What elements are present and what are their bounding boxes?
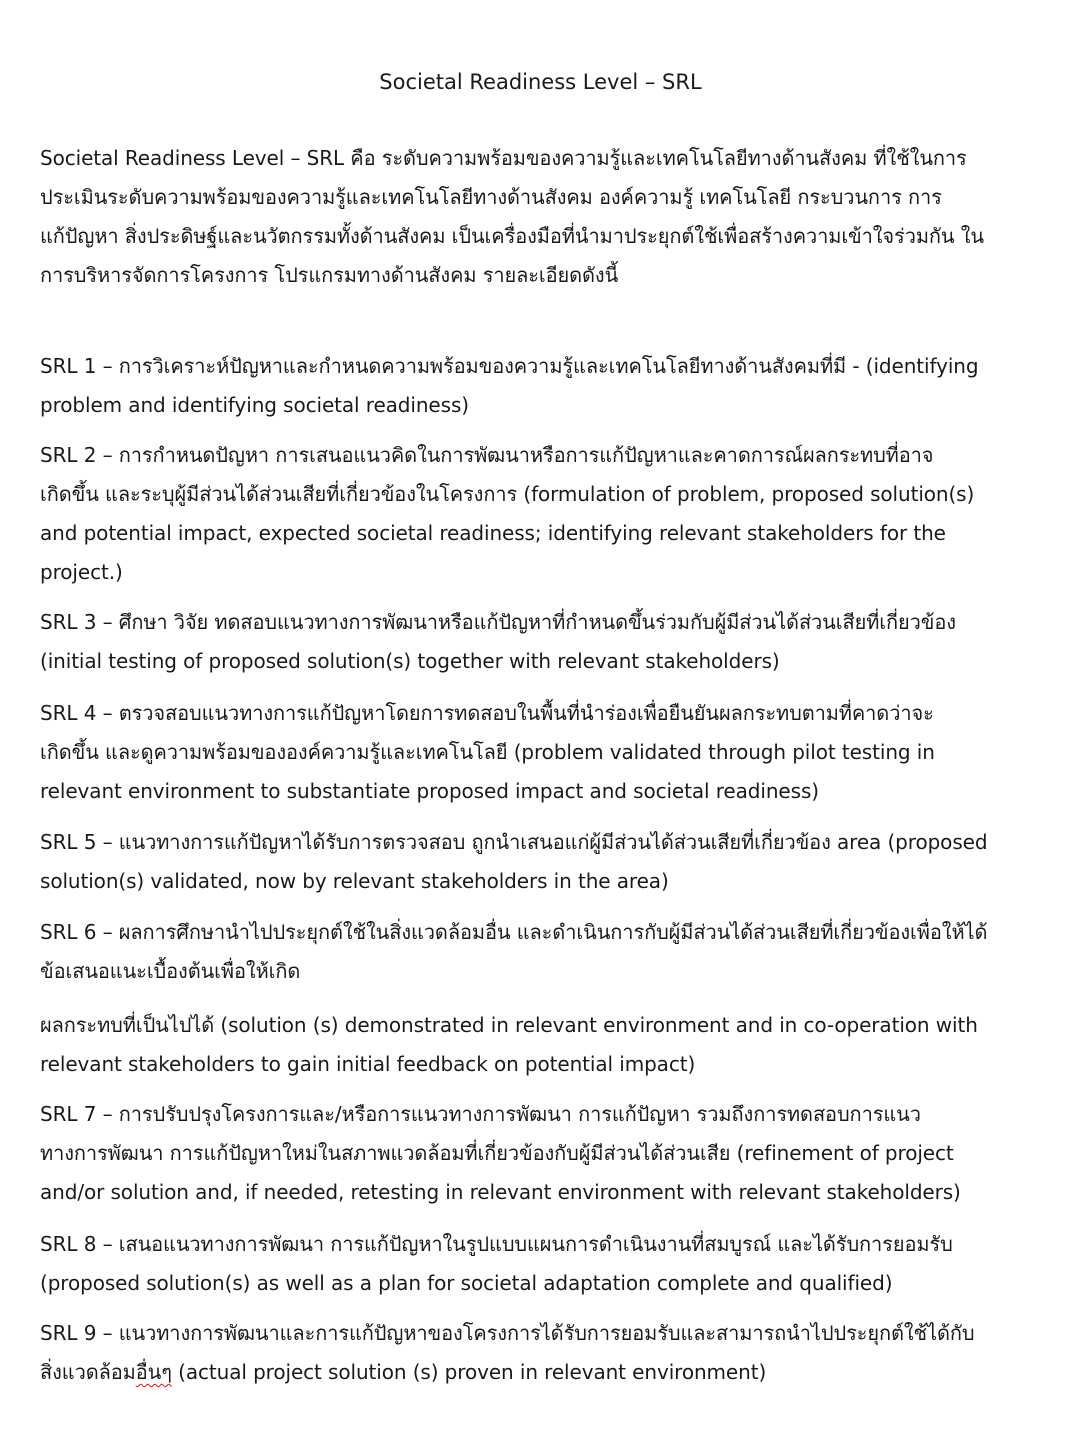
srl-8-line: SRL 8 – เสนอแนวทางการพัฒนา การแก้ปัญหาในรูปแบบแผนการดำเนินงานที่สมบูรณ์ และได้รับการยอมรับ — [40, 1232, 953, 1256]
document-title: Societal Readiness Level – SRL — [379, 70, 702, 94]
srl-7-line: ทางการพัฒนา การแก้ปัญหาใหม่ในสภาพแวดล้อมที่เกี่ยวข้องกับผู้มีส่วนได้ส่วนเสีย (refinement of project — [40, 1141, 954, 1165]
srl-9-paragraph — [40, 1314, 1050, 1392]
srl-3-line: SRL 3 – ศึกษา วิจัย ทดสอบแนวทางการพัฒนาหรือแก้ปัญหาที่กำหนดขึ้นร่วมกับผู้มีส่วนได้ส่วนเสียที่เกี่ยวข้อง — [40, 610, 956, 634]
srl-4-line: relevant environment to substantiate proposed impact and societal readiness) — [40, 779, 819, 803]
srl-6-continuation-line: relevant stakeholders to gain initial feedback on potential impact) — [40, 1052, 696, 1076]
srl-5-line: solution(s) validated, now by relevant stakeholders in the area) — [40, 869, 669, 893]
intro-line: การบริหารจัดการโครงการ โปรแกรมทางด้านสังคม รายละเอียดดังนี้ — [40, 263, 619, 287]
srl-3-line: (initial testing of proposed solution(s) together with relevant stakeholders) — [40, 649, 780, 673]
spellcheck-underlined-word: อื่นๆ — [135, 1360, 172, 1384]
srl-9-last-line-suffix: (actual project solution (s) proven in relevant environment) — [171, 1360, 767, 1384]
srl-1-line: SRL 1 – การวิเคราะห์ปัญหาและกำหนดความพร้อมของความรู้และเทคโนโลยีทางด้านสังคมที่มี - (identifying — [40, 354, 979, 378]
srl-9-last-line-prefix: สิ่งแวดล้อม — [40, 1360, 136, 1384]
srl-5-paragraph — [40, 823, 1050, 901]
srl-6-continuation-paragraph — [40, 1006, 1050, 1084]
srl-5-line: SRL 5 – แนวทางการแก้ปัญหาได้รับการตรวจสอบ ถูกนำเสนอแก่ผู้มีส่วนได้ส่วนเสียที่เกี่ยวข้อง area (proposed — [40, 830, 988, 854]
srl-8-line: (proposed solution(s) as well as a plan for societal adaptation complete and qualified) — [40, 1271, 893, 1295]
srl-2-line: project.) — [40, 560, 123, 584]
srl-1-line: problem and identifying societal readiness) — [40, 393, 469, 417]
srl-7-paragraph — [40, 1095, 1050, 1212]
srl-9-line — [40, 1353, 1050, 1392]
srl-9-line: SRL 9 – แนวทางการพัฒนาและการแก้ปัญหาของโครงการได้รับการยอมรับและสามารถนำไปประยุกต์ใช้ได้กับ — [40, 1321, 975, 1345]
srl-6-line: ข้อเสนอแนะเบื้องต้นเพื่อให้เกิด — [40, 959, 301, 983]
srl-6-paragraph — [40, 913, 1050, 991]
srl-3-paragraph — [40, 603, 1050, 681]
srl-2-line: SRL 2 – การกำหนดปัญหา การเสนอแนวคิดในการพัฒนาหรือการแก้ปัญหาและคาดการณ์ผลกระทบที่อาจ — [40, 443, 934, 467]
srl-7-line: and/or solution and, if needed, retesting in relevant environment with relevant stakeholders) — [40, 1180, 961, 1204]
intro-line: Societal Readiness Level – SRL คือ ระดับความพร้อมของความรู้และเทคโนโลยีทางด้านสังคม ที่ใช้ในการ — [40, 146, 967, 170]
srl-8-paragraph — [40, 1225, 1050, 1303]
intro-paragraph — [40, 139, 1050, 295]
srl-2-line: and potential impact, expected societal readiness; identifying relevant stakeholders for the — [40, 521, 946, 545]
srl-1-paragraph — [40, 347, 1050, 425]
srl-4-line: SRL 4 – ตรวจสอบแนวทางการแก้ปัญหาโดยการทดสอบในพื้นที่นำร่องเพื่อยืนยันผลกระทบตามที่คาดว่าจะ — [40, 701, 934, 725]
srl-4-line: เกิดขึ้น และดูความพร้อมขององค์ความรู้และเทคโนโลยี (problem validated through pilot testing in — [40, 740, 935, 764]
srl-7-line: SRL 7 – การปรับปรุงโครงการและ/หรือการแนวทางการพัฒนา การแก้ปัญหา รวมถึงการทดสอบการแนว — [40, 1102, 921, 1126]
srl-4-paragraph — [40, 694, 1050, 811]
intro-line: แก้ปัญหา สิ่งประดิษฐ์และนวัตกรรมทั้งด้านสังคม เป็นเครื่องมือที่นำมาประยุกต์ใช้เพื่อสร้างความเข้าใจร่วมกัน ใน — [40, 224, 984, 248]
srl-6-line: SRL 6 – ผลการศึกษานำไปประยุกต์ใช้ในสิ่งแวดล้อมอื่น และดำเนินการกับผู้มีส่วนได้ส่วนเสียที่เกี่ยวข้องเพื่อให้ได้ — [40, 920, 988, 944]
srl-2-line: เกิดขึ้น และระบุผู้มีส่วนได้ส่วนเสียที่เกี่ยวข้องในโครงการ (formulation of problem, proposed solution(s) — [40, 482, 975, 506]
srl-2-paragraph — [40, 436, 1050, 592]
srl-6-continuation-line: ผลกระทบที่เป็นไปได้ (solution (s) demonstrated in relevant environment and in co-operation with — [40, 1013, 978, 1037]
intro-line: ประเมินระดับความพร้อมของความรู้และเทคโนโลยีทางด้านสังคม องค์ความรู้ เทคโนโลยี กระบวนการ การ — [40, 185, 942, 209]
